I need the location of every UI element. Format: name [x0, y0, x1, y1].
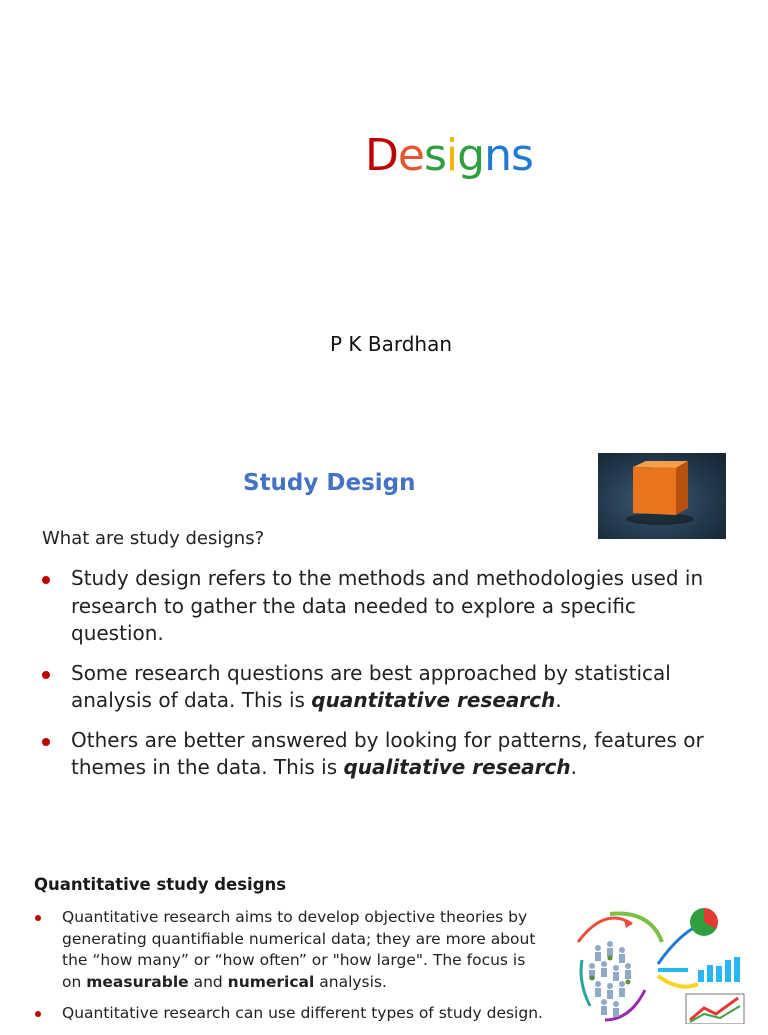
bullet-text: measurable: [86, 972, 189, 991]
bullet-text: Some research questions are best approached by statistical analysis of data. This is: [71, 660, 671, 712]
quantitative-infographic: [570, 902, 755, 1024]
title-letter: i: [445, 130, 458, 181]
quantitative-heading: Quantitative study designs: [34, 875, 287, 894]
bullet-item: [34, 907, 546, 993]
quantitative-bullet-list: [34, 907, 546, 1035]
cube-icon: [598, 453, 726, 539]
bullet-text: .: [570, 755, 577, 779]
bullet-item: [34, 1003, 546, 1025]
bullet-dot-icon: [35, 1011, 41, 1017]
bullet-item: [42, 565, 722, 648]
title-letter: e: [397, 130, 424, 181]
study-designs-question: What are study designs?: [42, 528, 265, 549]
slide-title: [365, 128, 533, 184]
title-letter: s: [423, 130, 446, 181]
bullet-text: qualitative research: [343, 755, 571, 779]
bullet-text: analysis.: [314, 972, 387, 991]
title-letter: n: [484, 130, 511, 181]
bullet-text: .: [555, 688, 562, 712]
bullet-item: [42, 727, 722, 782]
title-letter: g: [457, 130, 485, 181]
study-design-bullet-list: [42, 565, 722, 794]
bullet-text: Study design refers to the methods and methodologies used in research to gather the data needed to explore a specific question.: [71, 566, 704, 645]
bullet-text: Quantitative research can use different types of study design.: [62, 1004, 543, 1022]
bullet-text: and: [188, 972, 228, 991]
study-design-heading: Study Design: [243, 470, 416, 496]
title-letter: s: [510, 130, 533, 181]
bullet-text: numerical: [227, 972, 315, 991]
bullet-item: [42, 660, 722, 715]
bullet-dot-icon: [42, 738, 50, 746]
bullet-dot-icon: [42, 576, 50, 584]
bullet-dot-icon: [35, 915, 41, 921]
orange-cube-image: [598, 453, 726, 539]
author-name: P K Bardhan: [330, 332, 453, 356]
bullet-text: quantitative research: [311, 688, 556, 712]
bullet-text: Quantitative research aims to develop objective theories by generating quantifiable numerical data; they are more about the “how many” or “how often” or "how large". The focus is on: [62, 908, 536, 991]
bullet-text: Others are better answered by looking for patterns, features or themes in the data. This is: [71, 727, 704, 779]
people-charts-icon: [570, 902, 755, 1024]
bullet-dot-icon: [42, 671, 50, 679]
title-letter: D: [365, 130, 398, 181]
